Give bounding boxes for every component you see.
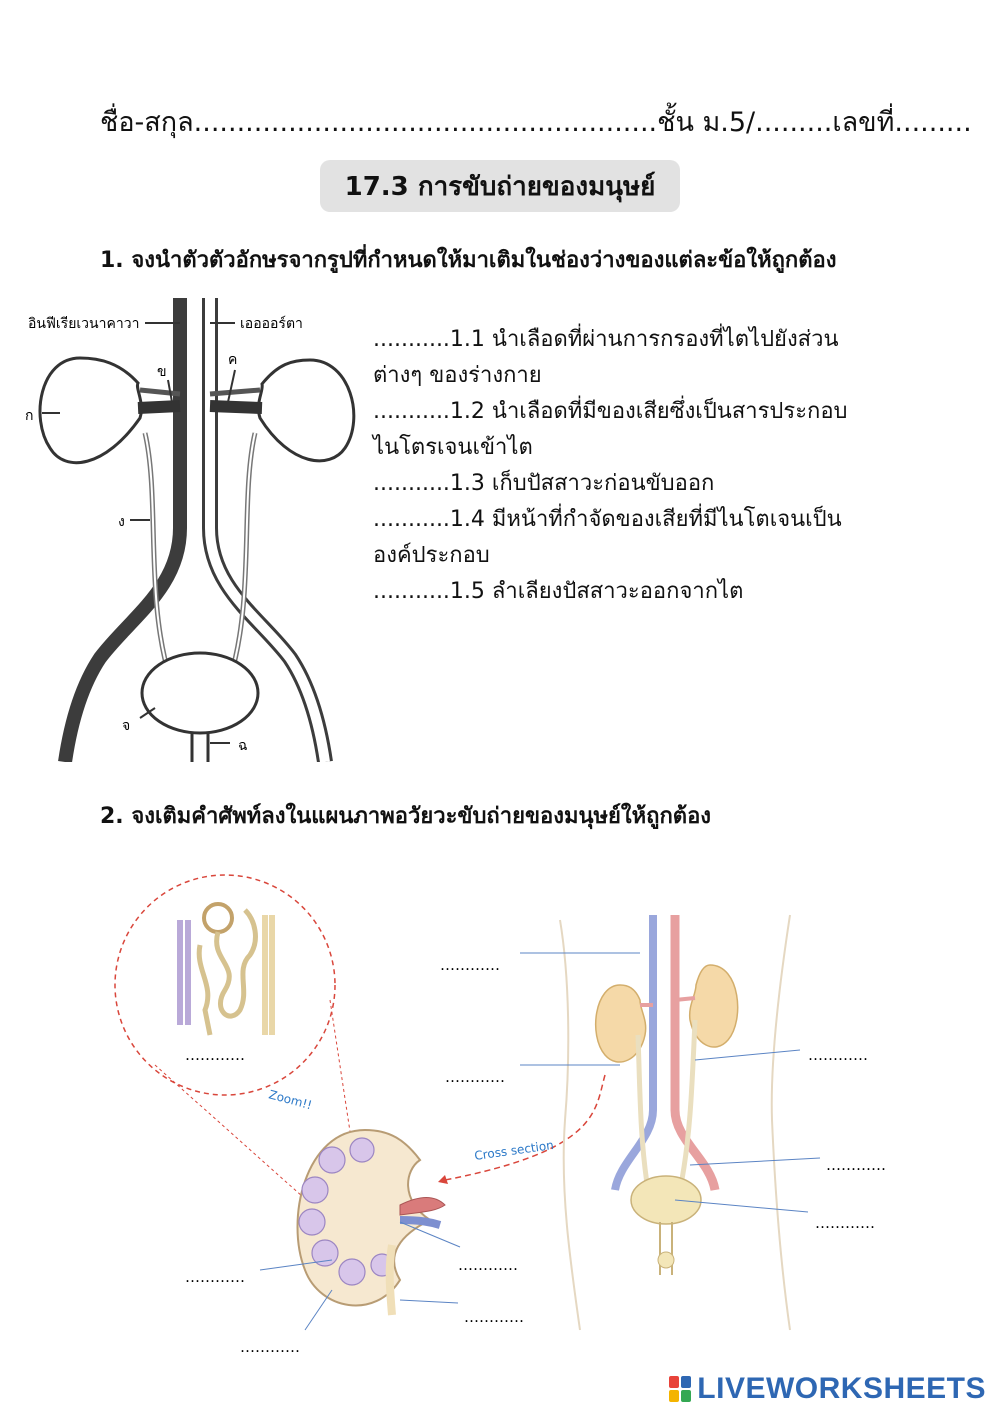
label-inferior-vena-cava: อินฟีเรียเวนาคาวา	[28, 316, 140, 332]
question-2-title: 2. จงเติมคำศัพท์ลงในแผนภาพอวัยวะขับถ่ายของมนุษย์ให้ถูกต้อง	[100, 804, 712, 829]
answer-blank[interactable]: …………	[815, 1214, 875, 1232]
statement-line: ต่างๆ ของร่างกาย	[373, 363, 542, 388]
section-title-text: 17.3 การขับถ่ายของมนุษย์	[344, 171, 656, 202]
statement-line: องค์ประกอบ	[373, 543, 490, 568]
urinary-system-figure-1	[20, 298, 374, 762]
label-kho-khwai: ค	[228, 352, 238, 368]
label-chho: ฉ	[238, 738, 248, 754]
answer-blank[interactable]: …………	[440, 956, 500, 974]
answer-blank[interactable]: …………	[185, 1268, 245, 1286]
statement-line: ...........1.3 เก็บปัสสาวะก่อนขับออก	[373, 471, 715, 496]
zoom-label: Zoom!!	[267, 1087, 314, 1113]
answer-blank[interactable]: …………	[808, 1046, 868, 1064]
name-class-number-line: ชื่อ-สกุล......................................................ชั้น ม.5/.........เลขที่.........	[100, 107, 972, 138]
answer-blank[interactable]: …………	[464, 1308, 524, 1326]
label-cho: จ	[122, 718, 131, 734]
statement-line: ...........1.5 ลำเลียงปัสสาวะออกจากไต	[373, 579, 744, 604]
answer-blank[interactable]: …………	[458, 1256, 518, 1274]
statement-line: ...........1.1 นำเลือดที่ผ่านการกรองที่ไตไปยังส่วน	[373, 327, 839, 352]
statement-line: ไนโตรเจนเข้าไต	[373, 435, 533, 460]
excretory-system-figure-2	[100, 860, 920, 1370]
statement-line: ...........1.4 มีหน้าที่กำจัดของเสียที่มีไนโตเจนเป็น	[373, 507, 842, 532]
liveworksheets-brand-text: LIVEWORKSHEETS	[697, 1372, 986, 1405]
cross-section-label: Cross section	[473, 1137, 555, 1163]
section-title	[320, 160, 680, 212]
liveworksheets-logo-icon	[669, 1376, 691, 1402]
logo-square-yellow	[669, 1390, 679, 1402]
label-ka: ก	[25, 408, 34, 424]
logo-square-blue	[681, 1376, 691, 1388]
label-ngo: ง	[118, 514, 125, 530]
liveworksheets-logo	[669, 1372, 986, 1406]
logo-square-red	[669, 1376, 679, 1388]
question-1-statements	[373, 322, 933, 610]
question-1-title: 1. จงนำตัวตัวอักษรจากรูปที่กำหนดให้มาเติมในช่องว่างของแต่ละข้อให้ถูกต้อง	[100, 248, 837, 273]
answer-blank[interactable]: …………	[240, 1338, 300, 1356]
label-kho: ข	[157, 364, 167, 380]
logo-square-green	[681, 1390, 691, 1402]
answer-blank[interactable]: …………	[826, 1156, 886, 1174]
answer-blank[interactable]: …………	[185, 1046, 245, 1064]
statement-line: ...........1.2 นำเลือดที่มีของเสียซึ่งเป็นสารประกอบ	[373, 399, 848, 424]
answer-blank[interactable]: …………	[445, 1068, 505, 1086]
label-aorta: เออออร์ตา	[240, 316, 303, 332]
